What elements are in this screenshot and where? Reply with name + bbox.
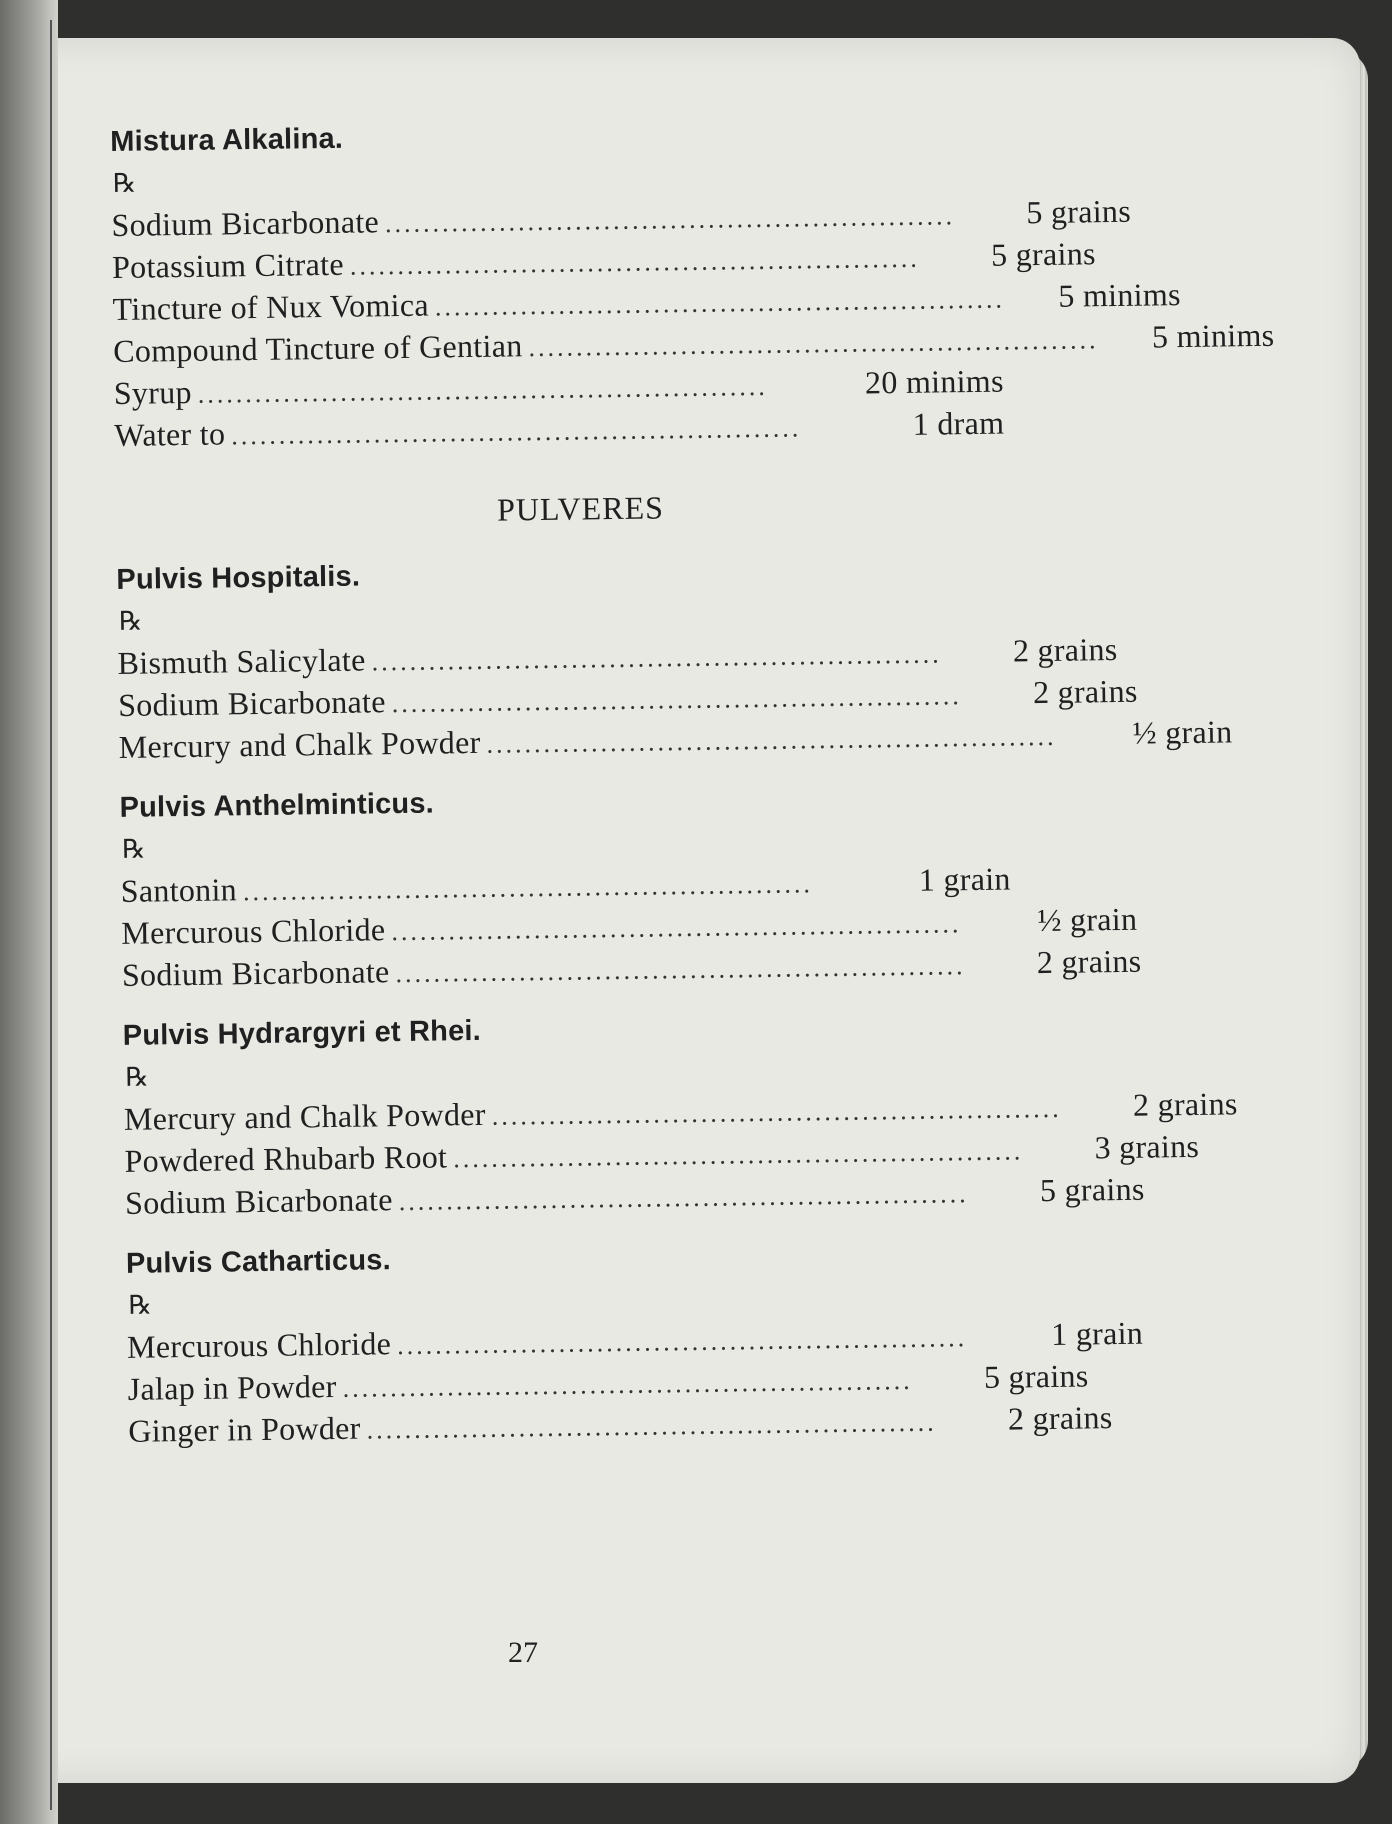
ingredient-name: Tincture of Nux Vomica — [112, 286, 430, 327]
dot-leader: ............................................................ — [197, 371, 768, 409]
dot-leader: ............................................................ — [349, 243, 920, 281]
ingredient-quantity: ½ grain — [1037, 900, 1138, 939]
ingredient-name: Jalap in Powder — [127, 1367, 337, 1407]
dot-leader: ............................................................ — [391, 681, 962, 719]
dot-leader: ............................................................ — [396, 1323, 968, 1361]
ingredient-name: Compound Tincture of Gentian — [112, 327, 523, 369]
ingredient-quantity: 5 grains — [983, 1357, 1089, 1395]
ingredient-name: Mercury and Chalk Powder — [118, 723, 481, 765]
binding-crease — [50, 20, 52, 1810]
dot-leader: ............................................................ — [486, 721, 1057, 759]
formula-mistura-alkalina — [110, 108, 1275, 456]
dot-leader: ............................................................ — [491, 1093, 1062, 1131]
ingredient-name: Bismuth Salicylate — [117, 641, 366, 681]
ingredient-name: Syrup — [113, 373, 193, 411]
ingredient-quantity: 2 grains — [1032, 672, 1138, 711]
dot-leader: ............................................................ — [391, 909, 962, 947]
dot-leader: ............................................................ — [398, 1179, 969, 1217]
ingredient-name: Powdered Rhubarb Root — [124, 1138, 448, 1179]
rx-symbol: ℞ — [128, 1290, 153, 1320]
page-number: 27 — [508, 1636, 538, 1669]
formula-title: Pulvis Catharticus. — [125, 1244, 392, 1280]
formula-pulvis-catharticus — [125, 1229, 1144, 1451]
ingredient-quantity: 5 grains — [990, 235, 1096, 273]
ingredient-name: Mercury and Chalk Powder — [123, 1095, 486, 1137]
ingredient-name: Water to — [114, 415, 226, 453]
ingredient-name: Potassium Citrate — [111, 245, 345, 285]
dot-leader: ............................................................ — [371, 639, 942, 677]
ingredient-quantity: 2 grains — [1007, 1399, 1113, 1437]
ingredient-name: Santonin — [120, 871, 238, 909]
ingredient-quantity: 1 grain — [918, 860, 1011, 898]
dot-leader: ............................................................ — [366, 1407, 937, 1445]
ingredient-quantity: 5 minims — [1151, 316, 1275, 355]
ingredient-quantity: 5 minims — [1058, 276, 1182, 314]
ingredient-name: Ginger in Powder — [128, 1409, 361, 1449]
ingredient-name: Sodium Bicarbonate — [124, 1181, 393, 1221]
formula-title: Pulvis Hospitalis. — [116, 560, 361, 596]
dot-leader: ............................................................ — [384, 201, 956, 239]
ingredient-quantity: 20 minims — [864, 362, 1004, 401]
dot-leader: ............................................................ — [231, 413, 802, 451]
formula-pulvis-anthelminticus — [119, 774, 1142, 996]
dot-leader: ............................................................ — [395, 951, 966, 989]
ingredient-quantity: 5 grains — [1026, 192, 1132, 231]
ingredient-name: Sodium Bicarbonate — [111, 203, 380, 243]
ingredient-quantity: 1 dram — [912, 404, 1005, 442]
ingredient-quantity: 2 grains — [1012, 630, 1118, 669]
formula-title: Pulvis Anthelminticus. — [119, 787, 435, 824]
rx-symbol: ℞ — [112, 168, 137, 198]
rx-symbol: ℞ — [125, 1062, 149, 1092]
dot-leader: ............................................................ — [453, 1136, 1024, 1174]
ingredient-name: Sodium Bicarbonate — [121, 953, 390, 993]
page-content — [110, 108, 1275, 1470]
ingredient-name: Mercurous Chloride — [121, 911, 386, 951]
ingredient-quantity: 3 grains — [1094, 1127, 1200, 1166]
ingredient-quantity: 2 grains — [1036, 942, 1142, 981]
rx-symbol: ℞ — [121, 834, 146, 864]
ingredient-quantity: ½ grain — [1132, 713, 1233, 751]
formula-pulvis-hospitalis — [116, 546, 1233, 768]
formula-title: Pulvis Hydrargyri et Rhei. — [122, 1014, 482, 1052]
dot-leader: ............................................................ — [434, 284, 1006, 322]
dot-leader: ............................................................ — [342, 1365, 913, 1403]
formula-pulvis-hydrargyri-et-rhei — [122, 1001, 1238, 1223]
ingredient-quantity: 2 grains — [1132, 1085, 1238, 1123]
rx-symbol: ℞ — [118, 606, 143, 636]
dot-leader: ............................................................ — [242, 869, 814, 907]
formula-title: Mistura Alkalina. — [110, 122, 344, 158]
ingredient-name: Sodium Bicarbonate — [117, 683, 386, 723]
dot-leader: ............................................................ — [528, 325, 1099, 363]
chapter-heading: PULVERES — [496, 489, 665, 528]
ingredient-quantity: 1 grain — [1050, 1314, 1144, 1352]
ingredient-name: Mercurous Chloride — [126, 1325, 392, 1365]
ingredient-quantity: 5 grains — [1039, 1170, 1145, 1209]
